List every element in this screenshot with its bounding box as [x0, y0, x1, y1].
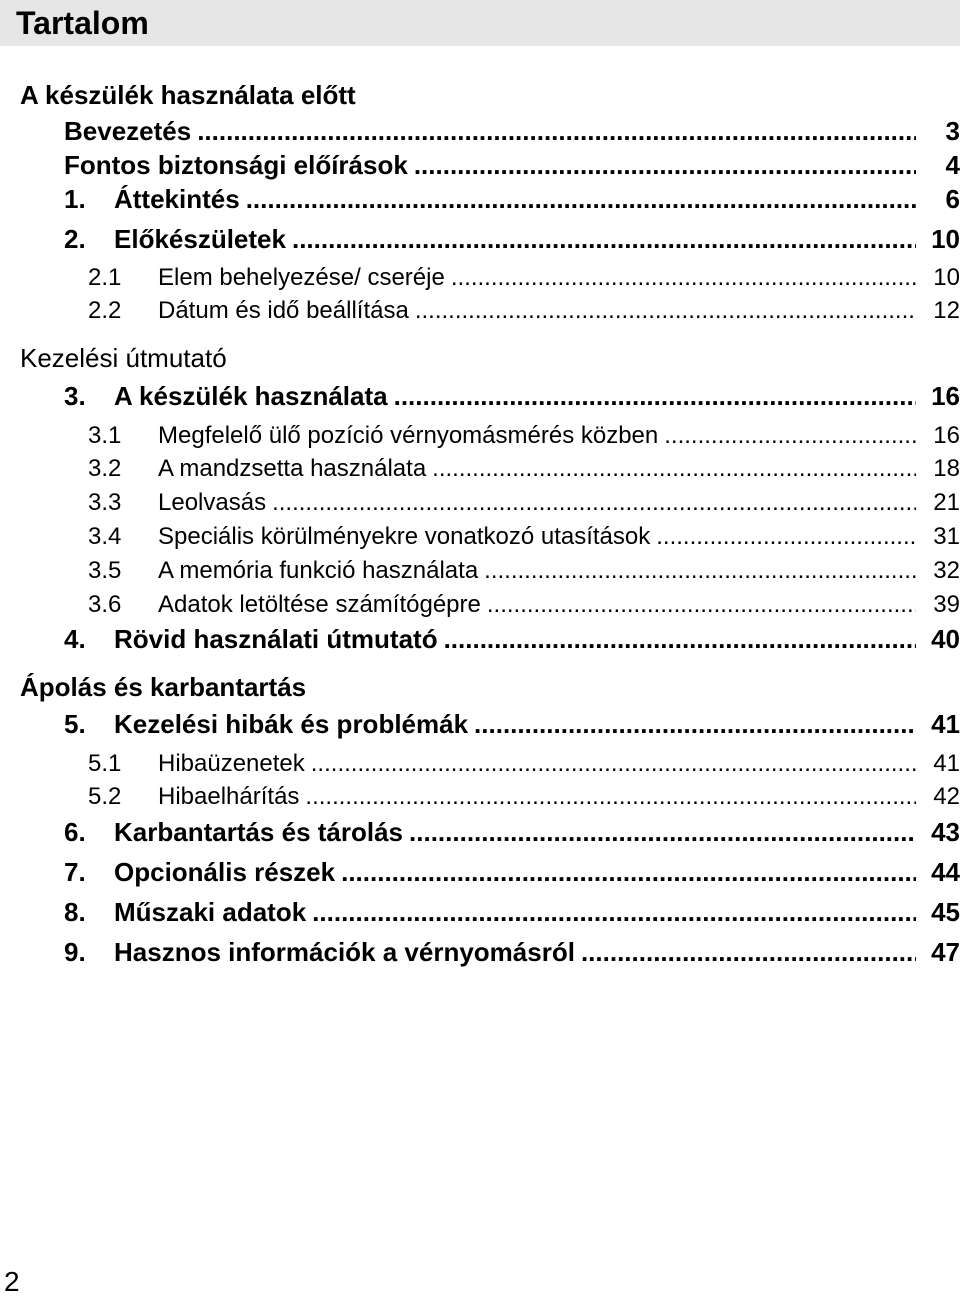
toc-entry-label: Hibaüzenetek — [158, 750, 305, 777]
toc-entry[interactable] — [88, 488, 960, 518]
toc-leader-dots — [451, 263, 916, 293]
toc-entry-number: 3.3 — [88, 489, 122, 516]
toc-leader-dots — [272, 488, 916, 518]
toc-entry-number: 3.2 — [88, 455, 122, 482]
toc-entry-number: 6. — [64, 817, 86, 847]
toc-entry-label: A készülék használata — [114, 381, 388, 411]
toc-entry-number: 3.1 — [88, 422, 122, 449]
toc-entry-number: 9. — [64, 937, 86, 967]
toc-entry[interactable] — [88, 454, 960, 484]
toc-entry-label: Áttekintés — [114, 184, 240, 214]
section-heading: Ápolás és karbantartás — [20, 672, 307, 702]
page-title: Tartalom — [16, 5, 149, 41]
toc-leader-dots — [394, 381, 916, 411]
toc-entry-page: 10 — [933, 264, 960, 291]
toc-entry-page: 45 — [931, 897, 960, 927]
toc-leader-dots — [292, 224, 916, 254]
toc-entry[interactable] — [64, 857, 960, 887]
toc-entry-label: Opcionális részek — [114, 857, 336, 887]
toc-leader-dots — [414, 150, 916, 180]
toc-entry-label: Hibaelhárítás — [158, 783, 300, 810]
toc-entry-label: Kezelési hibák és problémák — [114, 709, 469, 739]
toc-entry-number: 5.1 — [88, 750, 122, 777]
toc-entry[interactable] — [64, 937, 960, 967]
toc-entry-number: 1. — [64, 184, 86, 214]
toc-entry-number: 8. — [64, 897, 86, 927]
title-bar — [0, 0, 960, 46]
toc-entry-label: A memória funkció használata — [158, 557, 479, 584]
toc-entry-page: 18 — [933, 455, 960, 482]
toc-entry[interactable] — [64, 709, 960, 739]
toc-entry-label: Elem behelyezése/ cseréje — [158, 264, 445, 291]
toc-entry-label: Adatok letöltése számítógépre — [158, 591, 481, 618]
toc-entry-page: 16 — [933, 422, 960, 449]
toc-entry[interactable] — [88, 522, 960, 552]
toc-entry-number: 2.2 — [88, 297, 122, 324]
toc-entry-page: 40 — [931, 624, 960, 654]
toc-leader-dots — [197, 116, 916, 146]
toc-entry[interactable] — [64, 624, 960, 654]
toc-leader-dots — [581, 937, 916, 967]
toc-leader-dots — [246, 184, 916, 214]
toc-entry[interactable] — [88, 782, 960, 812]
toc-entry-page: 39 — [933, 591, 960, 618]
toc-entry-page: 41 — [933, 750, 960, 777]
toc-entry-page: 16 — [931, 381, 960, 411]
toc-entry-page: 3 — [945, 116, 960, 146]
toc-entry-number: 4. — [64, 624, 86, 654]
toc-leader-dots — [474, 709, 916, 739]
toc-entry-label: Hasznos információk a vérnyomásról — [114, 937, 575, 967]
toc-entry-label: Műszaki adatok — [114, 897, 307, 927]
toc-leader-dots — [432, 454, 916, 484]
toc-entry[interactable] — [88, 296, 960, 326]
toc-leader-dots — [484, 556, 916, 586]
toc-entry[interactable] — [64, 381, 960, 411]
toc-entry-number: 3.5 — [88, 557, 122, 584]
page-number: 2 — [4, 1266, 20, 1297]
toc-entry-label: Megfelelő ülő pozíció vérnyomásmérés közben — [158, 422, 659, 449]
toc-entry-page: 41 — [931, 709, 960, 739]
toc-entry-label: Karbantartás és tárolás — [114, 817, 404, 847]
toc-entry-page: 6 — [945, 184, 960, 214]
toc-entry-label: Speciális körülményekre vonatkozó utasítások — [158, 523, 651, 550]
toc-entry-label: Előkészületek — [114, 224, 286, 254]
toc-entry-number: 3.4 — [88, 523, 122, 550]
toc-entry[interactable] — [64, 116, 960, 146]
toc-entry[interactable] — [64, 150, 960, 180]
toc-entry-number: 3.6 — [88, 591, 122, 618]
toc-leader-dots — [656, 522, 916, 552]
toc-entry-label: Dátum és idő beállítása — [158, 297, 409, 324]
toc-entry[interactable] — [88, 263, 960, 293]
toc-entry[interactable] — [88, 556, 960, 586]
toc-leader-dots — [664, 421, 916, 451]
toc-entry-page: 10 — [931, 224, 960, 254]
toc-entry-page: 4 — [945, 150, 960, 180]
toc-entry-number: 3. — [64, 381, 86, 411]
section-heading: Kezelési útmutató — [20, 343, 227, 373]
toc-leader-dots — [305, 782, 916, 812]
toc-entry-label: A mandzsetta használata — [158, 455, 427, 482]
section-heading: A készülék használata előtt — [20, 80, 356, 110]
toc-leader-dots — [415, 296, 916, 326]
toc-entry[interactable] — [88, 590, 960, 620]
toc-entry-number: 7. — [64, 857, 86, 887]
toc-entry[interactable] — [64, 224, 960, 254]
toc-leader-dots — [311, 749, 916, 779]
toc-entry-page: 43 — [931, 817, 960, 847]
toc-entry-page: 32 — [933, 557, 960, 584]
toc-entry[interactable] — [64, 184, 960, 214]
toc-entry-page: 21 — [933, 489, 960, 516]
toc-entry-number: 5.2 — [88, 783, 122, 810]
toc-entry-label: Bevezetés — [64, 116, 192, 146]
toc-entry[interactable] — [64, 817, 960, 847]
toc-entry-label: Leolvasás — [158, 489, 267, 516]
toc-entry-number: 5. — [64, 709, 86, 739]
toc-leader-dots — [409, 817, 916, 847]
toc-entry[interactable] — [88, 749, 960, 779]
toc-entry-number: 2. — [64, 224, 86, 254]
toc-leader-dots — [341, 857, 916, 887]
toc-entry-page: 42 — [933, 783, 960, 810]
toc-leader-dots — [444, 624, 916, 654]
toc-entry-label: Rövid használati útmutató — [114, 624, 438, 654]
toc-entry-page: 44 — [931, 857, 960, 887]
toc-leader-dots — [487, 590, 916, 620]
toc-entry[interactable] — [88, 421, 960, 451]
toc-leader-dots — [312, 897, 916, 927]
toc-entry-page: 31 — [933, 523, 960, 550]
toc-entry-number: 2.1 — [88, 264, 122, 291]
toc-entry-label: Fontos biztonsági előírások — [64, 150, 408, 180]
toc-entry-page: 47 — [931, 937, 960, 967]
toc-entry[interactable] — [64, 897, 960, 927]
toc-entry-page: 12 — [933, 297, 960, 324]
